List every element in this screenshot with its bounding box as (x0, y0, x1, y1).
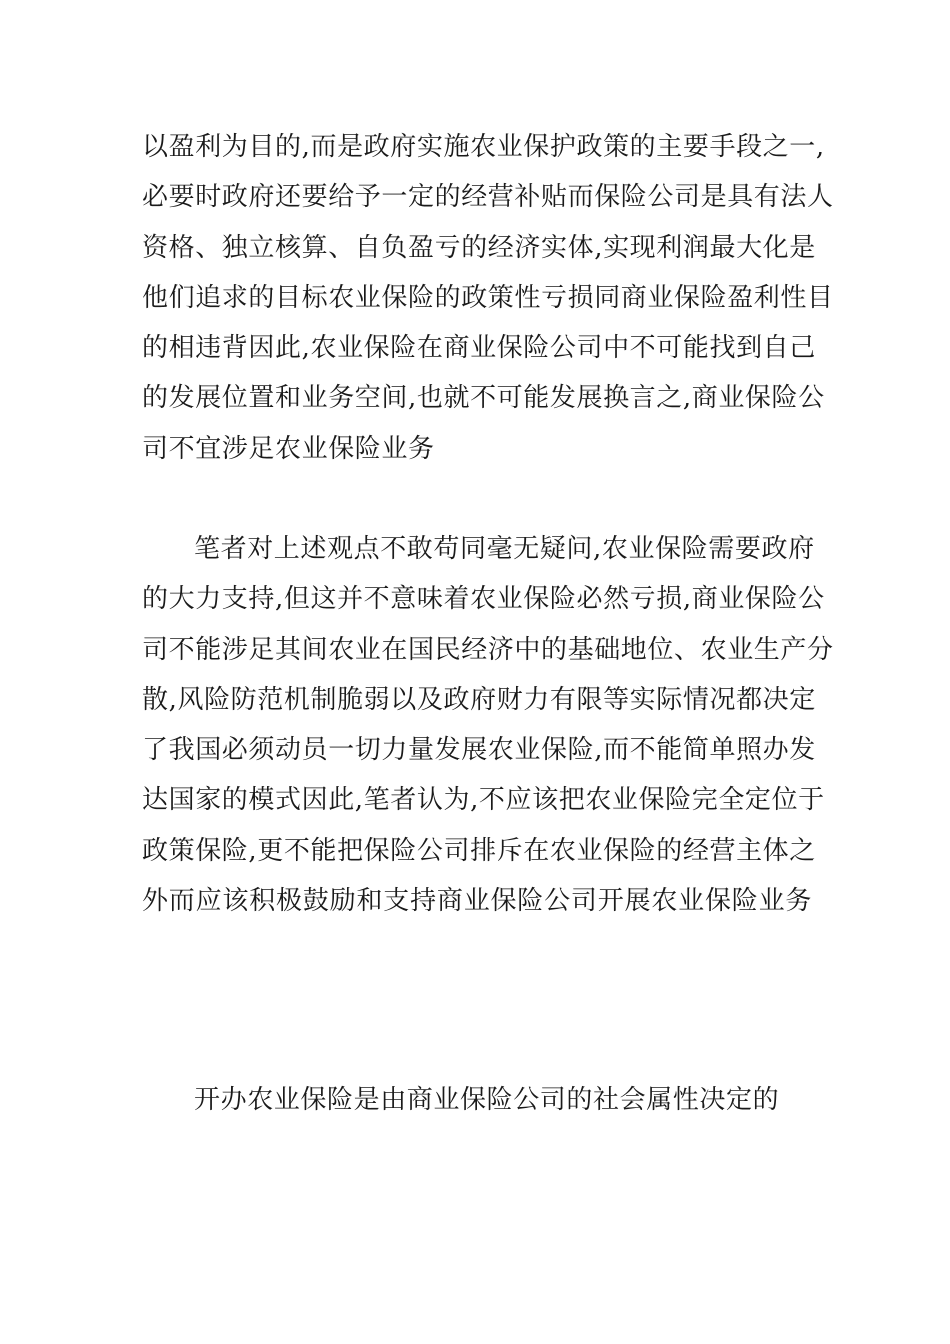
paragraph-line: 必要时政府还要给予一定的经营补贴而保险公司是具有法人 (142, 182, 834, 213)
paragraph-line: 他们追求的目标农业保险的政策性亏损同商业保险盈利性目 (142, 282, 834, 313)
paragraph-line: 司不能涉足其间农业在国民经济中的基础地位、农业生产分 (142, 634, 834, 665)
paragraph-line: 的大力支持,但这并不意味着农业保险必然亏损,商业保险公 (142, 584, 825, 615)
paragraph-line: 的发展位置和业务空间,也就不可能发展换言之,商业保险公 (142, 383, 825, 414)
paragraph-line: 达国家的模式因此,笔者认为,不应该把农业保险完全定位于 (142, 785, 825, 816)
paragraph-line-indented: 笔者对上述观点不敢苟同毫无疑问,农业保险需要政府 (194, 534, 815, 564)
heading-text: 开办农业保险是由商业保险公司的社会属性决定的 (194, 1085, 780, 1115)
paragraph-line: 以盈利为目的,而是政府实施农业保护政策的主要手段之一, (142, 132, 825, 162)
paragraph-line: 资格、独立核算、自负盈亏的经济实体,实现利润最大化是 (142, 232, 816, 263)
body-paragraph-1 (142, 122, 834, 474)
paragraph-line: 了我国必须动员一切力量发展农业保险,而不能简单照办发 (142, 735, 816, 766)
section-heading (142, 1075, 812, 1125)
paragraph-line: 的相违背因此,农业保险在商业保险公司中不可能找到自己 (142, 333, 816, 364)
paragraph-line: 外而应该积极鼓励和支持商业保险公司开展农业保险业务 (142, 886, 812, 917)
body-paragraph-2 (142, 524, 834, 926)
paragraph-line: 政策保险,更不能把保险公司排斥在农业保险的经营主体之 (142, 835, 816, 866)
paragraph-line: 司不宜涉足农业保险业务 (142, 433, 435, 464)
paragraph-line: 散,风险防范机制脆弱以及政府财力有限等实际情况都决定 (142, 684, 816, 715)
